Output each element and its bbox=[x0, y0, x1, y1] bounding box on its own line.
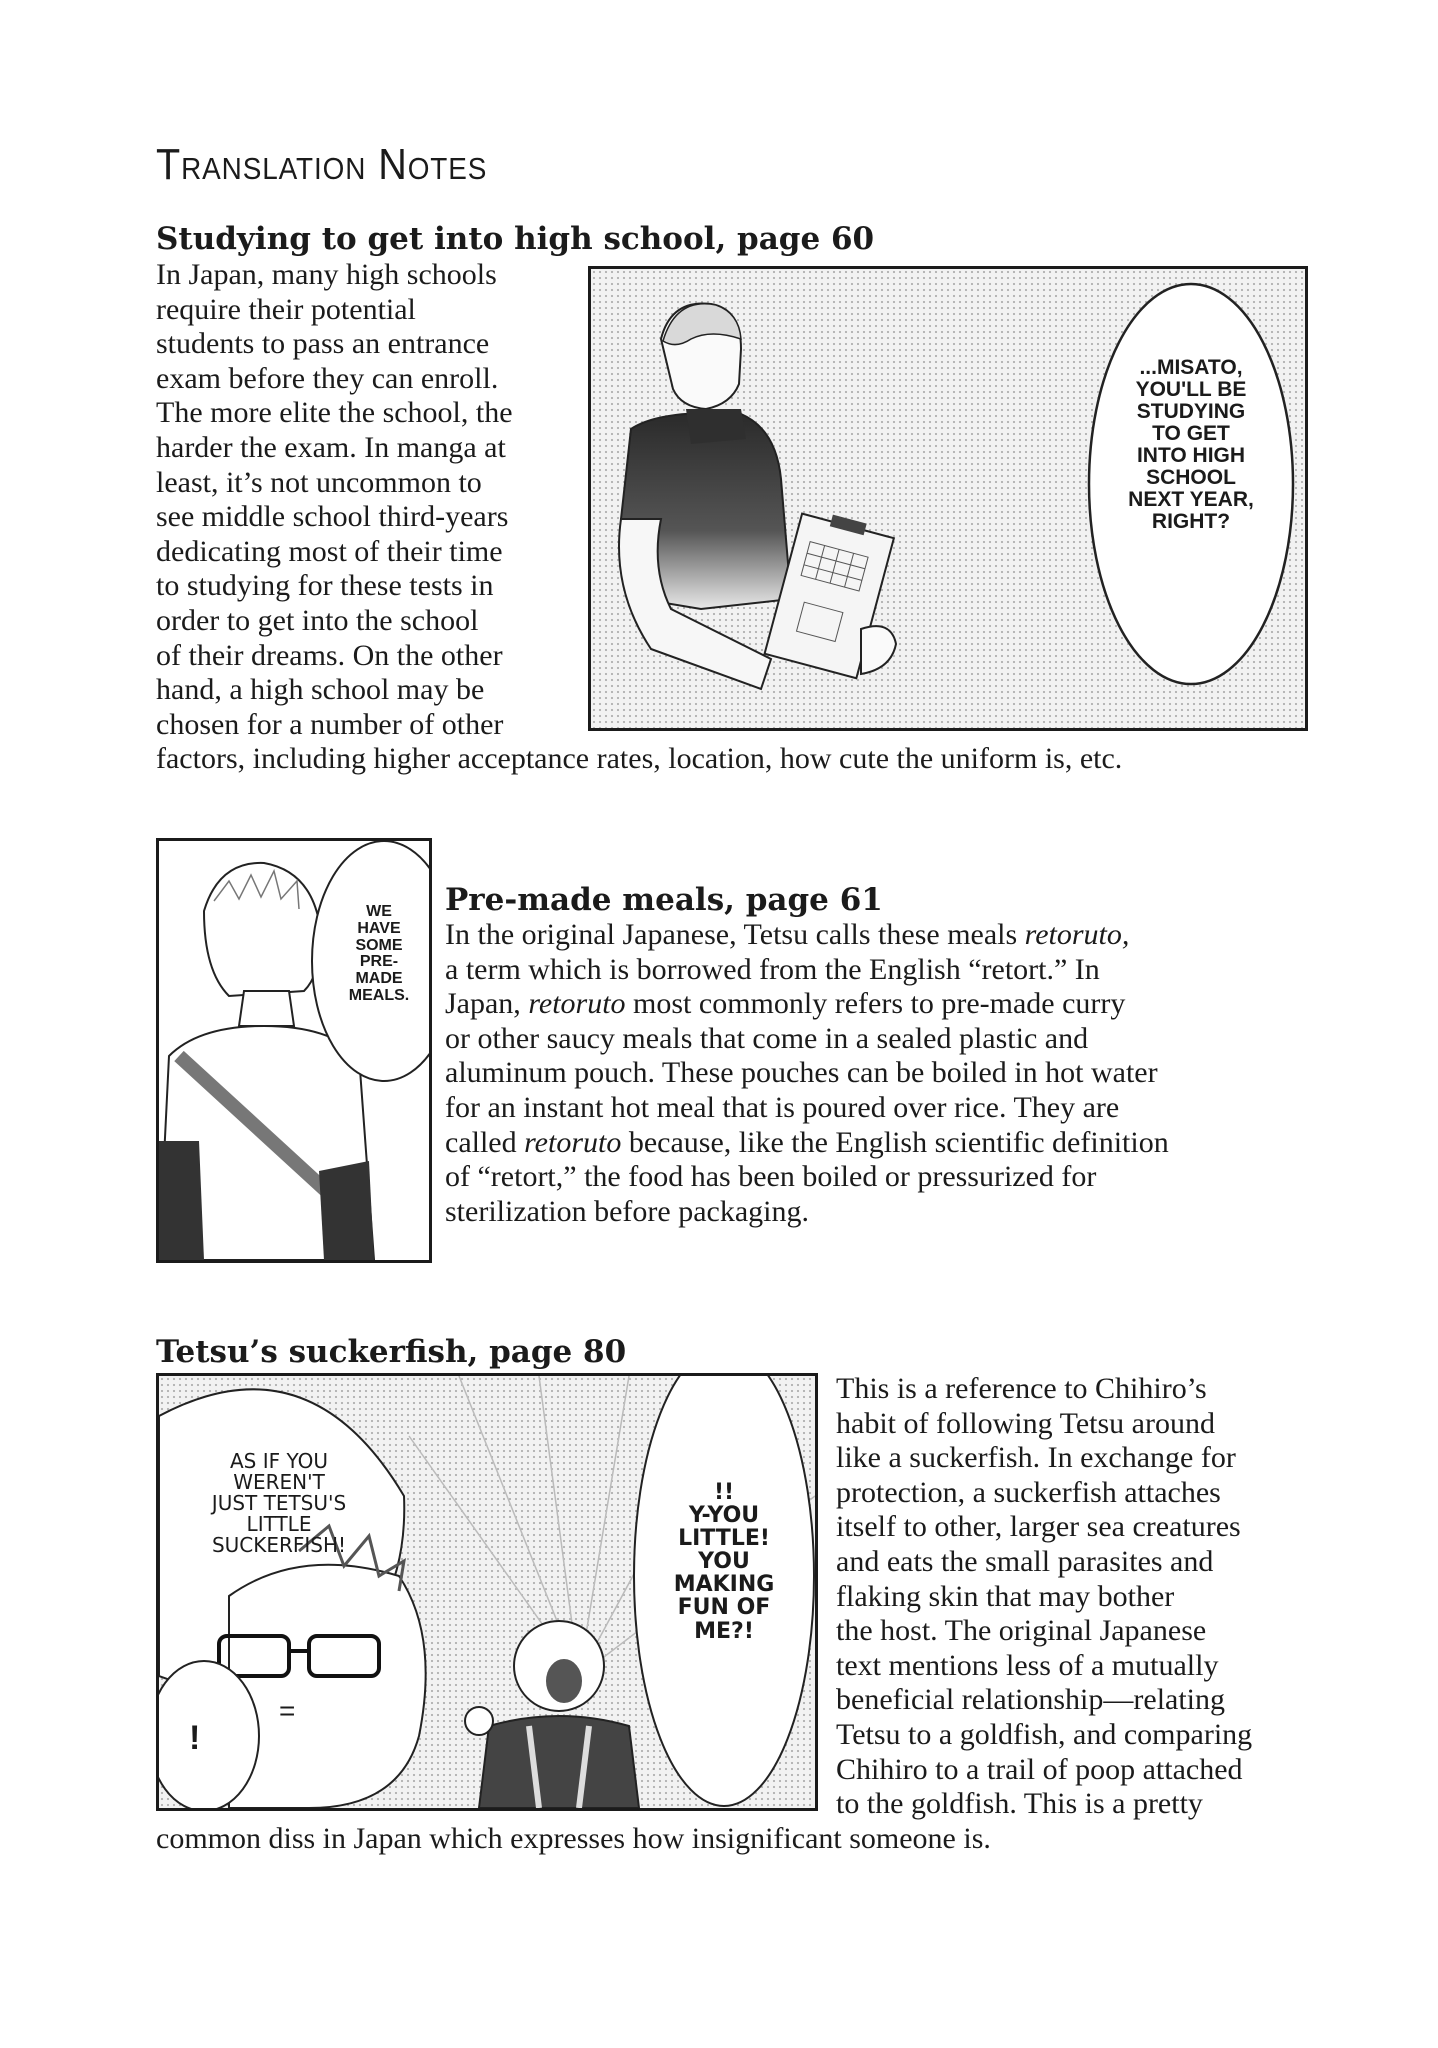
text-line: Tetsu to a goldfish, and comparing bbox=[836, 1717, 1253, 1751]
bubble-line: !! bbox=[713, 1480, 735, 1505]
bubble-line: MAKING bbox=[673, 1572, 775, 1598]
expression-mark: = bbox=[279, 1695, 296, 1726]
text-line: chosen for a number of other bbox=[156, 707, 504, 741]
text-line: This is a reference to Chihiro’s bbox=[836, 1372, 1207, 1405]
text-line: a term which is borrowed from the English “retort.” In bbox=[445, 952, 1100, 986]
manga-panel-suckerfish bbox=[156, 1373, 818, 1811]
bubble-line: SCHOOL bbox=[1146, 466, 1236, 490]
bubble-line: RIGHT? bbox=[1151, 510, 1231, 534]
bubble-line: FUN OF bbox=[677, 1595, 771, 1621]
text-line: like a suckerfish. In exchange for bbox=[836, 1441, 1236, 1475]
bubble-line: ME?! bbox=[694, 1618, 754, 1644]
speech-bubble-tetsu bbox=[664, 1481, 784, 1643]
text-line: Japan, retoruto most commonly refers to pre-made curry bbox=[445, 987, 1126, 1021]
speech-bubble-meals bbox=[329, 904, 429, 1005]
page-title: Translation Notes bbox=[156, 140, 488, 189]
text-line: Chihiro to a trail of poop attached bbox=[836, 1752, 1243, 1786]
text-line: require their potential bbox=[156, 292, 416, 326]
text-line: In Japan, many high schools bbox=[156, 258, 497, 291]
text-line: of their dreams. On the other bbox=[156, 638, 503, 672]
exclamation-mark: ! bbox=[189, 1719, 201, 1757]
bubble-line: YOU bbox=[698, 1549, 750, 1575]
text-line: see middle school third-years bbox=[156, 500, 509, 534]
bubble-line: YOU'LL BE bbox=[1135, 378, 1247, 402]
bubble-line: HAVE bbox=[357, 919, 401, 937]
text-line: habit of following Tetsu around bbox=[836, 1406, 1215, 1440]
bubble-line: WE bbox=[366, 903, 392, 920]
bubble-line: INTO HIGH bbox=[1136, 444, 1246, 468]
note-body-suckerfish bbox=[836, 1372, 1252, 1822]
text-line: to the goldfish. This is a pretty bbox=[836, 1787, 1203, 1821]
text-line: to studying for these tests in bbox=[156, 569, 494, 603]
bubble-line: LITTLE! bbox=[678, 1526, 770, 1552]
bubble-line: SUCKERFISH! bbox=[211, 1533, 347, 1557]
note-heading-suckerfish: Tetsu’s suckerfish, page 80 bbox=[156, 1334, 627, 1370]
text-line: and eats the small parasites and bbox=[836, 1544, 1214, 1578]
text-line: itself to other, larger sea creatures bbox=[836, 1510, 1241, 1544]
manga-panel-meals bbox=[156, 838, 432, 1263]
text-line: for an instant hot meal that is poured over rice. They are bbox=[445, 1090, 1120, 1124]
text-line: harder the exam. In manga at bbox=[156, 430, 506, 464]
text-line: aluminum pouch. These pouches can be boiled in hot water bbox=[445, 1056, 1158, 1090]
bubble-line: JUST TETSU'S bbox=[211, 1491, 347, 1515]
note-body-meals bbox=[445, 918, 1169, 1229]
text-line: beneficial relationship—relating bbox=[836, 1683, 1226, 1717]
text-line: hand, a high school may be bbox=[156, 673, 485, 707]
text-line: protection, a suckerfish attaches bbox=[836, 1475, 1221, 1509]
text-line: students to pass an entrance bbox=[156, 327, 490, 361]
speech-bubble-chihiro bbox=[179, 1451, 379, 1556]
text-line: called retoruto because, like the English scientific definition bbox=[445, 1125, 1169, 1159]
text-line: flaking skin that may bother bbox=[836, 1579, 1175, 1613]
bubble-line: LITTLE bbox=[246, 1512, 312, 1536]
italic-term: retoruto bbox=[528, 987, 626, 1021]
manga-panel-teacher bbox=[588, 266, 1308, 731]
bubble-line: AS IF YOU bbox=[230, 1449, 328, 1473]
note-heading-studying: Studying to get into high school, page 60 bbox=[156, 221, 875, 257]
bubble-line: TO GET bbox=[1152, 422, 1230, 446]
note-heading-meals: Pre-made meals, page 61 bbox=[445, 882, 883, 918]
bubble-line: NEXT YEAR, bbox=[1128, 488, 1254, 512]
text-line: factors, including higher acceptance rates, location, how cute the uniform is, etc. bbox=[156, 742, 1123, 776]
text-line: text mentions less of a mutually bbox=[836, 1648, 1219, 1682]
text-line: of “retort,” the food has been boiled or pressurized for bbox=[445, 1160, 1097, 1194]
text-line: or other saucy meals that come in a sealed plastic and bbox=[445, 1021, 1089, 1055]
text-line: order to get into the school bbox=[156, 603, 479, 637]
bubble-line: STUDYING bbox=[1136, 400, 1246, 424]
bubble-line: WEREN'T bbox=[233, 1470, 325, 1494]
bubble-line: ...MISATO, bbox=[1139, 356, 1243, 379]
italic-term: retoruto bbox=[524, 1125, 622, 1159]
bubble-line: SOME bbox=[355, 936, 403, 954]
bubble-line: MEALS. bbox=[348, 986, 410, 1004]
italic-term: retoruto, bbox=[1024, 918, 1130, 951]
text-line: least, it’s not uncommon to bbox=[156, 465, 482, 499]
bubble-line: PRE- bbox=[359, 953, 399, 971]
text-line: the host. The original Japanese bbox=[836, 1614, 1207, 1648]
bubble-line: MADE bbox=[355, 970, 403, 988]
bubble-line: Y-YOU bbox=[688, 1503, 760, 1529]
text-line: sterilization before packaging. bbox=[445, 1194, 810, 1228]
note-body-suckerfish-last-line: common diss in Japan which expresses how insignificant someone is. bbox=[156, 1822, 991, 1855]
speech-bubble-teacher bbox=[1091, 357, 1291, 533]
text-line: The more elite the school, the bbox=[156, 396, 513, 430]
text-line: In the original Japanese, Tetsu calls these meals retoruto, bbox=[445, 918, 1130, 951]
text-line: exam before they can enroll. bbox=[156, 361, 499, 395]
text-line: dedicating most of their time bbox=[156, 534, 503, 568]
